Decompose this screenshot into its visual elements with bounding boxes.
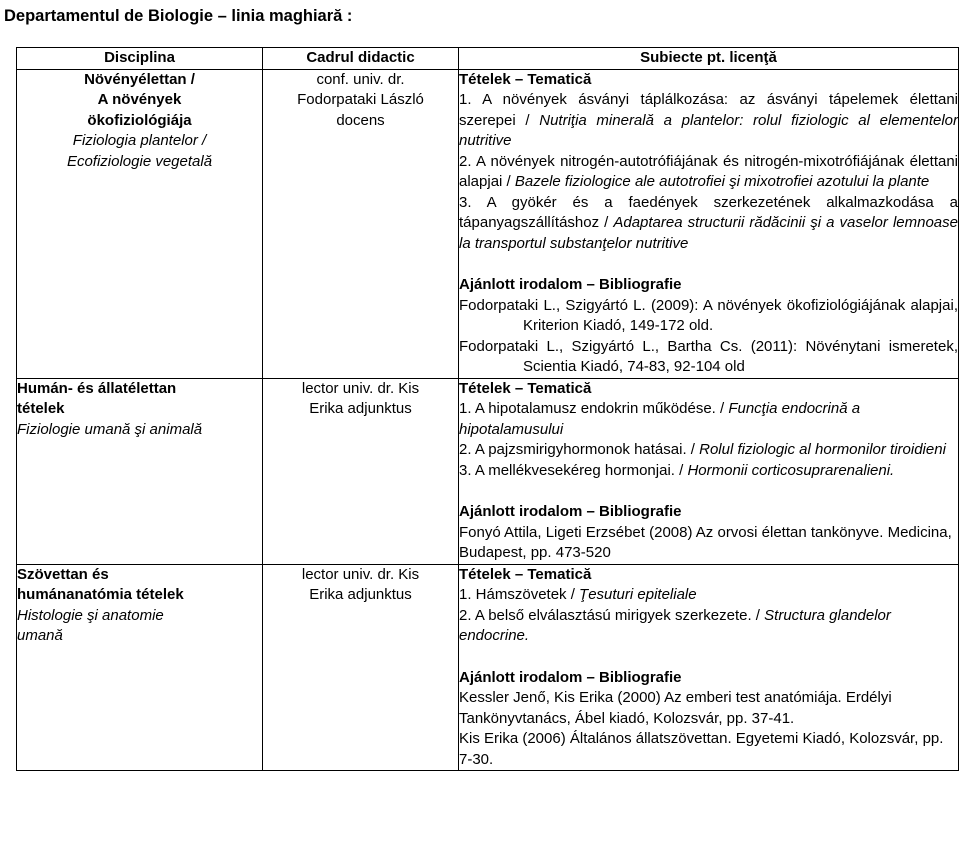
topic-item: 2. A pajzsmirigyhormonok hatásai. / Rolul fiziologic al hormonilor tiroidieni	[459, 441, 946, 458]
subjects-cell	[459, 378, 959, 564]
bibliography-item: Fonyó Attila, Ligeti Erzsébet (2008) Az orvosi élettan tankönyve. Medicina, Budapest, pp. 473-520	[459, 523, 952, 561]
discipline-name-hu: ökofiziológiája	[87, 111, 192, 129]
discipline-name-ro: Fiziologia plantelor /	[72, 132, 207, 149]
teacher-rank: docens	[336, 111, 385, 129]
topic-item: 1. A növények ásványi táplálkozása: az ásványi tápelemek élettani szerepei / Nutriţia minerală a plantelor: rolul fiziologic al elementelor nutritive	[459, 91, 958, 149]
table-row	[17, 69, 959, 378]
discipline-name-hu: Növényélettan /	[84, 70, 195, 88]
topics-heading: Tételek – Tematică	[459, 70, 592, 88]
topic-item: 3. A gyökér és a faedények szerkezetének alkalmazkodása a tápanyagszállításhoz / Adaptarea structurii rădăcinii şi a vaselor lemnoase la transportul substanţelor nutritive	[459, 193, 958, 252]
discipline-name-ro: umană	[17, 627, 63, 644]
bibliography-item: Kessler Jenő, Kis Erika (2000) Az emberi test anatómiája. Erdélyi Tankönyvtanács, Ábel kiadó, Kolozsvár, pp. 37-41.	[459, 689, 892, 727]
discipline-name-hu: A növények	[97, 91, 182, 108]
teacher-cell	[263, 69, 459, 378]
discipline-name-ro: Histologie şi anatomie	[17, 606, 164, 624]
topic-item: 2. A belső elválasztású mirigyek szerkezete. / Structura glandelor endocrine.	[459, 606, 891, 644]
teacher-name: Fodorpataki László	[297, 91, 424, 108]
subjects-cell	[459, 69, 959, 378]
topic-item: 1. Hámszövetek / Ţesuturi epiteliale	[459, 586, 697, 603]
discipline-name-ro: Ecofiziologie vegetală	[66, 152, 213, 170]
topics-heading: Tételek – Tematică	[459, 565, 592, 583]
discipline-name-hu: Szövettan és	[17, 565, 109, 583]
teacher-cell	[263, 378, 459, 564]
bibliography-item: Fodorpataki L., Szigyártó L. (2009): A növények ökofiziológiájának alapjai, Kriterion Kiadó, 149-172 old.	[459, 296, 958, 334]
curriculum-table	[16, 47, 959, 771]
teacher-title: lector univ. dr. Kis	[301, 565, 420, 583]
subjects-cell	[459, 564, 959, 771]
teacher-name: Erika adjunktus	[309, 400, 412, 417]
discipline-cell	[17, 378, 263, 564]
table-header-row	[17, 48, 959, 70]
teacher-cell	[263, 564, 459, 771]
discipline-name-ro: Fiziologie umană şi animală	[17, 420, 203, 438]
topic-item: 1. A hipotalamusz endokrin működése. / Funcţia endocrină a hipotalamusului	[459, 400, 861, 438]
column-header-teacher: Cadrul didactic	[263, 48, 459, 70]
column-header-discipline: Disciplina	[17, 48, 263, 70]
discipline-name-hu: Humán- és állatélettan	[17, 379, 177, 397]
discipline-cell	[17, 69, 263, 378]
table-row	[17, 378, 959, 564]
discipline-cell	[17, 564, 263, 771]
column-header-subjects: Subiecte pt. licenţă	[459, 48, 959, 70]
bibliography-heading: Ajánlott irodalom – Bibliografie	[459, 276, 682, 293]
topic-item: 2. A növények nitrogén-autotrófiájának és nitrogén-mixotrófiájának élettani alapjai / Bazele fiziologice ale autotrofiei şi mixotrofiei azotului la plante	[459, 152, 958, 190]
teacher-title: lector univ. dr. Kis	[301, 379, 420, 397]
bibliography-item: Kis Erika (2006) Általános állatszövettan. Egyetemi Kiadó, Kolozsvár, pp. 7-30.	[459, 730, 944, 768]
discipline-name-hu: tételek	[17, 400, 65, 417]
bibliography-heading: Ajánlott irodalom – Bibliografie	[459, 503, 682, 520]
teacher-title: conf. univ. dr.	[316, 70, 405, 88]
topics-heading: Tételek – Tematică	[459, 379, 592, 397]
discipline-name-hu: humánanatómia tételek	[17, 586, 184, 603]
page-heading: Departamentul de Biologie – linia maghiară :	[4, 7, 353, 25]
topic-item: 3. A mellékvesekéreg hormonjai. / Hormonii corticosuprarenalieni.	[459, 461, 895, 479]
bibliography-item: Fodorpataki L., Szigyártó L., Bartha Cs. (2011): Növénytani ismeretek, Scientia Kiadó, 74-83, 92-104 old	[459, 337, 958, 375]
bibliography-heading: Ajánlott irodalom – Bibliografie	[459, 668, 682, 686]
teacher-name: Erika adjunktus	[309, 586, 412, 603]
table-row	[17, 564, 959, 771]
